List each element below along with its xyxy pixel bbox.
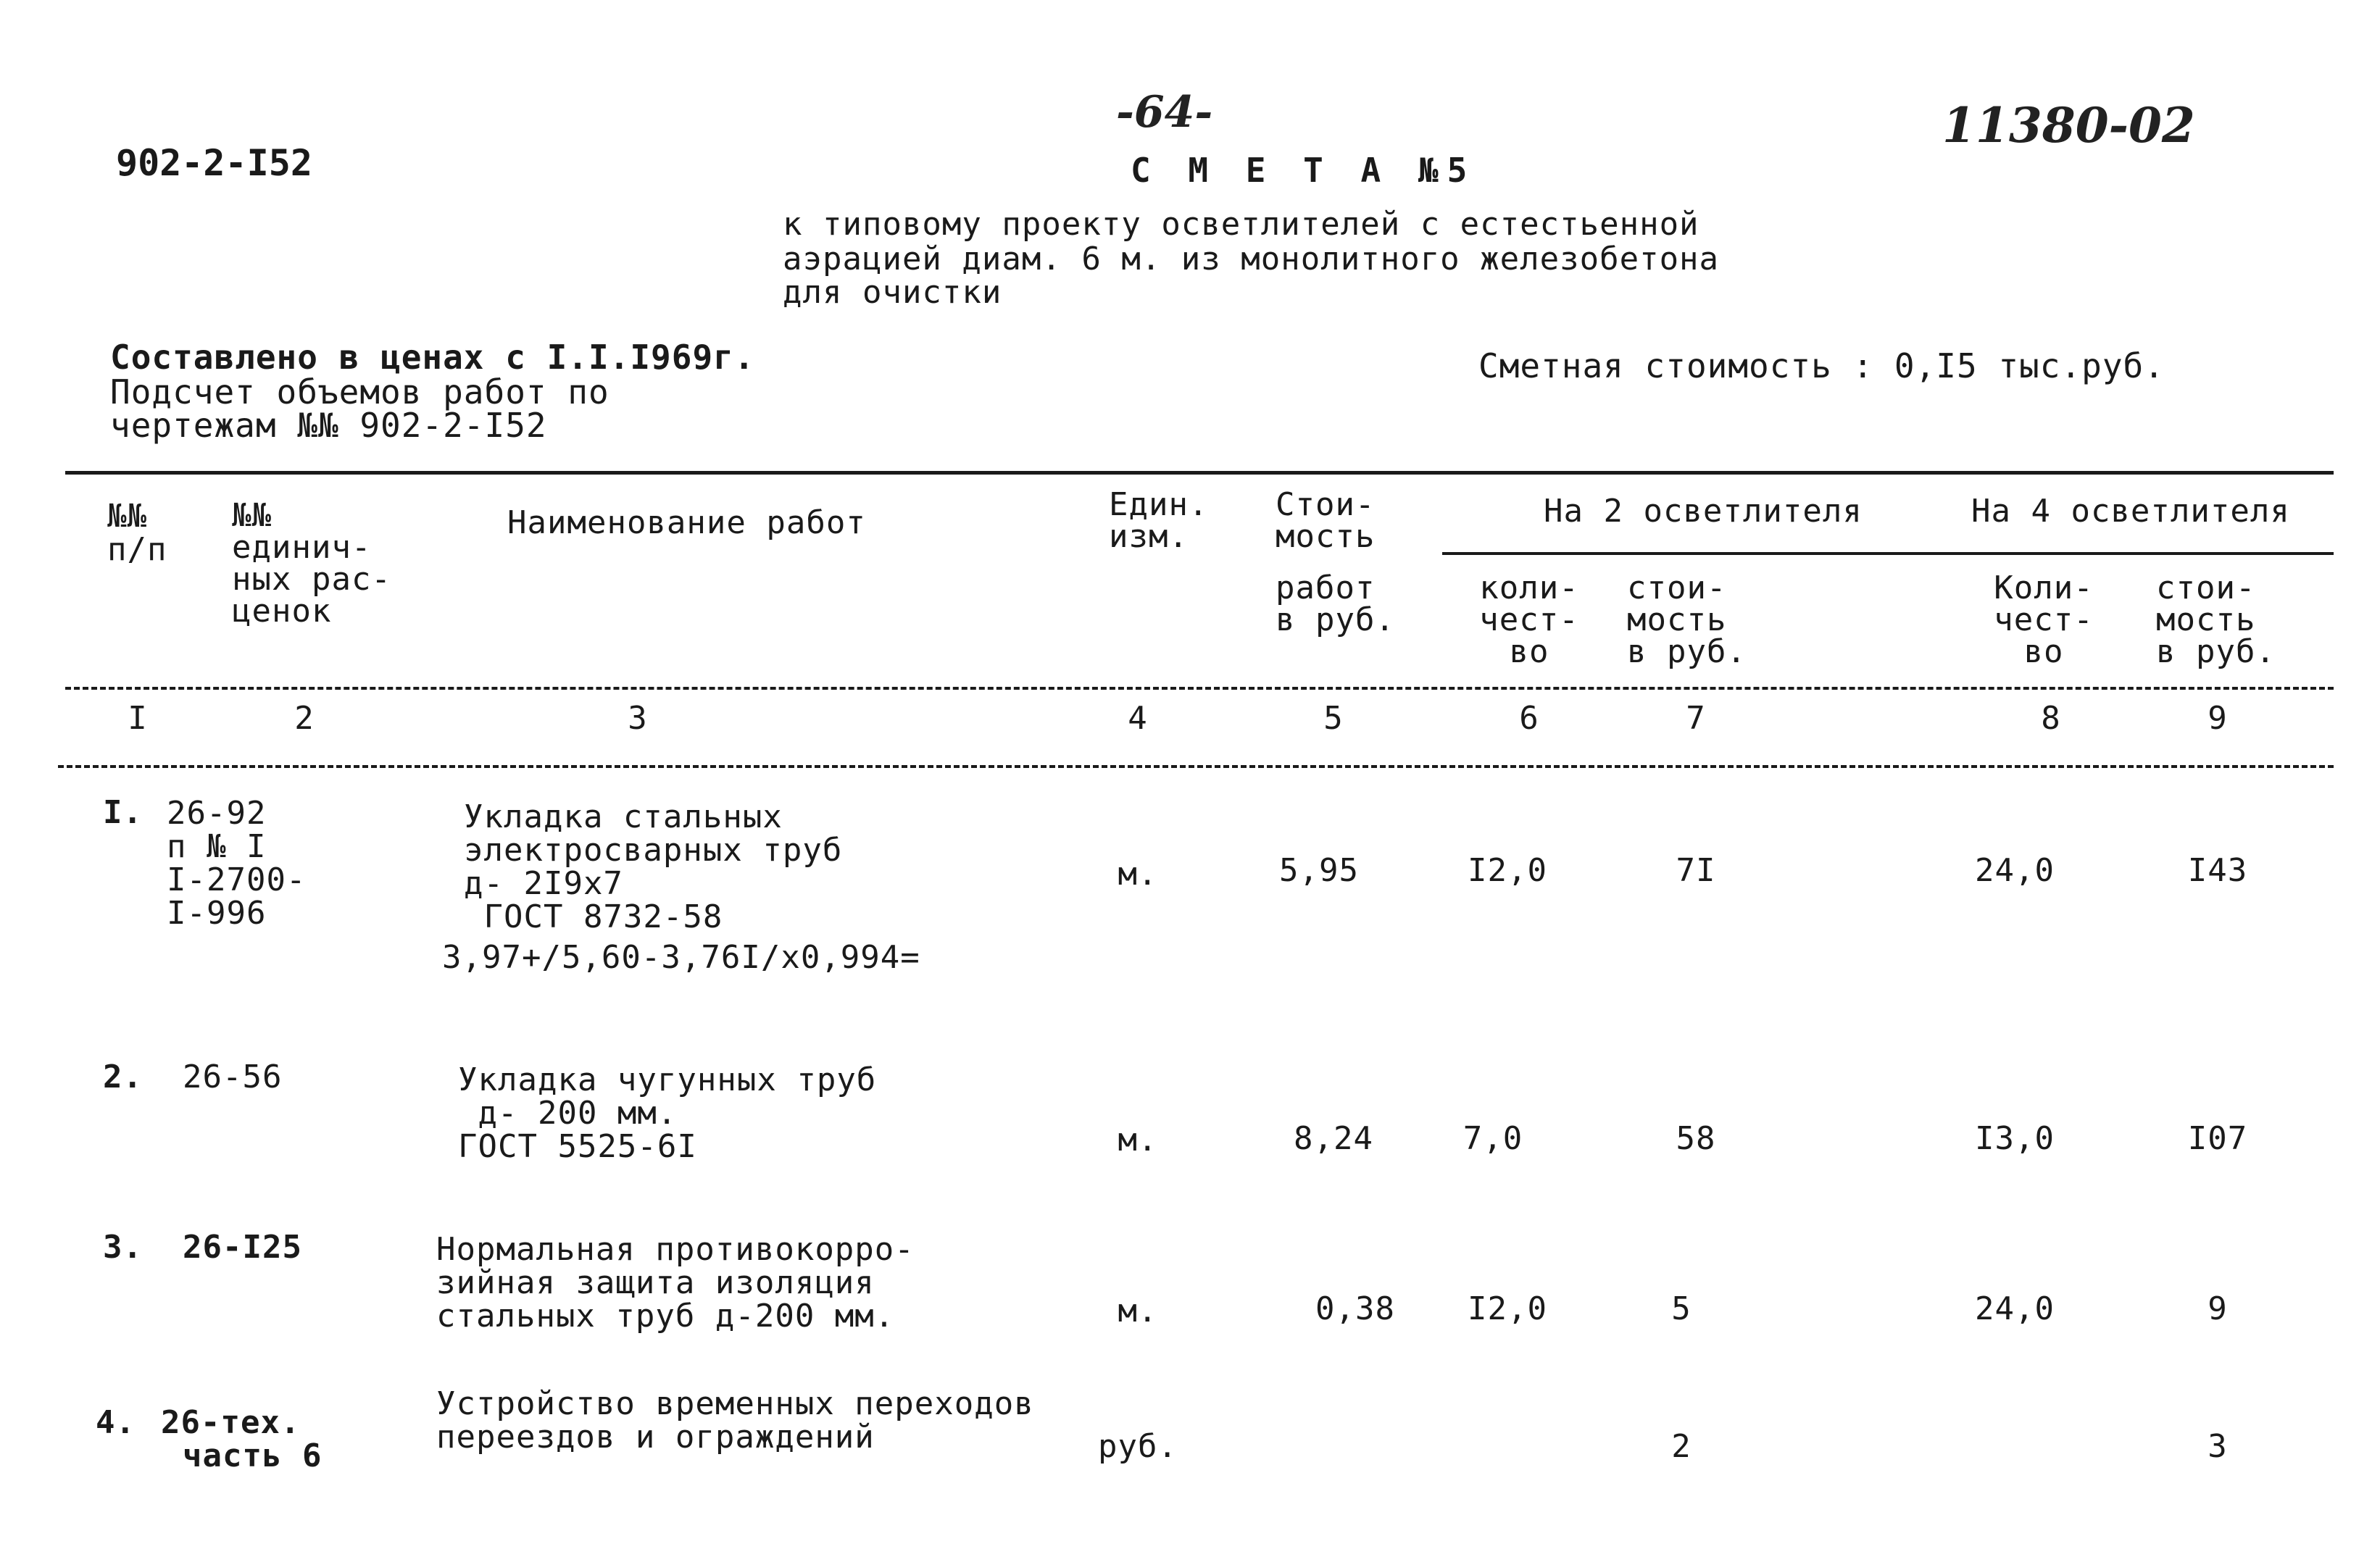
header-bottom-rule <box>65 687 2334 690</box>
col-number-4: 4 <box>1128 700 1148 737</box>
row-cost-two: 7I <box>1676 852 1716 889</box>
row-unit: м. <box>1118 1293 1158 1329</box>
group-header-rule <box>1442 552 2334 555</box>
header-group-four: На 4 осветлителя <box>1971 493 2290 530</box>
header-group-two: На 2 осветлителя <box>1544 493 1863 530</box>
row-work-name: Устройство временных переходов переездов и ограждений <box>436 1385 1034 1456</box>
compiled-line-3: чертежам №№ 902-2-I52 <box>110 406 547 445</box>
col-number-9: 9 <box>2208 700 2228 737</box>
header-cost-four: стои- мость в руб. <box>2156 569 2276 670</box>
page-number: -64- <box>1116 87 1213 138</box>
subtitle-line-2: аэрацией диам. 6 м. из монолитного железобетона <box>783 241 1720 277</box>
header-row-number: №№ п/п <box>107 498 167 568</box>
header-price-top: Стои- мость <box>1276 486 1376 555</box>
row-price: 5,95 <box>1279 852 1359 889</box>
row-cost-four: I43 <box>2187 852 2248 889</box>
col-number-5: 5 <box>1323 700 1344 737</box>
header-price-bottom: работ в руб. <box>1276 569 1395 638</box>
row-qty-two: 7,0 <box>1462 1120 1523 1157</box>
row-cost-two: 58 <box>1676 1120 1716 1157</box>
header-qty-four: Коли- чест- во <box>1994 569 2094 670</box>
col-number-8: 8 <box>2041 700 2061 737</box>
header-work-name: Наименование работ <box>507 504 866 541</box>
estimated-cost: Сметная стоимость : 0,I5 тыс.руб. <box>1478 346 2165 385</box>
row-price: 8,24 <box>1294 1120 1373 1157</box>
row-qty-four: 24,0 <box>1975 1290 2055 1327</box>
row-work-name: Нормальная противокорро- зийная защита изоляция стальных труб д-200 мм. <box>436 1231 915 1335</box>
row-code: 26-92 п № I I-2700- I-996 <box>167 795 307 932</box>
row-code: 26-I25 <box>183 1229 302 1266</box>
row-qty-four: I3,0 <box>1975 1120 2055 1157</box>
row-number: 4. <box>96 1404 136 1441</box>
row-unit: м. <box>1118 856 1158 893</box>
column-numbers-rule <box>58 765 2334 768</box>
document-title: С М Е Т А №5 <box>1131 151 1476 190</box>
row-cost-four: 3 <box>2208 1428 2228 1465</box>
row-work-name: Укладка стальных электросварных труб д- 2I9х7 ГОСТ 8732-58 <box>464 798 843 935</box>
row-code-line-2: часть 6 <box>183 1437 323 1474</box>
row-cost-two: 2 <box>1671 1428 1692 1465</box>
row-number: I. <box>103 794 143 831</box>
col-number-2: 2 <box>294 700 315 737</box>
doc-code: 902-2-I52 <box>116 142 312 184</box>
subtitle-line-1: к типовому проекту осветлителей с естестьенной <box>783 206 1699 243</box>
row-code-line-1: 26-тех. <box>161 1404 301 1441</box>
row-qty-two: I2,0 <box>1468 1290 1547 1327</box>
row-work-name: Укладка чугунных труб д- 200 мм. ГОСТ 5525-6I <box>458 1061 877 1165</box>
row-price: 0,38 <box>1315 1290 1395 1327</box>
table-top-rule <box>65 471 2334 475</box>
row-qty-four: 24,0 <box>1975 852 2055 889</box>
archive-number: 11380-02 <box>1942 97 2195 154</box>
row-unit: м. <box>1118 1122 1158 1158</box>
header-cost-two: стои- мость в руб. <box>1627 569 1747 670</box>
row-formula: 3,97+/5,60-3,76I/х0,994= <box>442 939 920 976</box>
row-cost-two: 5 <box>1671 1290 1692 1327</box>
col-number-6: 6 <box>1519 700 1539 737</box>
subtitle-line-3: для очистки <box>783 274 1002 311</box>
row-cost-four: I07 <box>2187 1120 2248 1157</box>
row-unit: руб. <box>1098 1428 1178 1465</box>
col-number-7: 7 <box>1686 700 1706 737</box>
row-code: 26-56 <box>183 1059 283 1095</box>
compiled-line-1: Составлено в ценах с I.I.I969г. <box>110 338 755 377</box>
col-number-1: I <box>128 700 148 737</box>
header-unit: Един. изм. <box>1109 486 1209 555</box>
row-qty-two: I2,0 <box>1468 852 1547 889</box>
row-cost-four: 9 <box>2208 1290 2228 1327</box>
header-qty-two: коли- чест- во <box>1479 569 1579 670</box>
row-number: 3. <box>103 1229 143 1266</box>
col-number-3: 3 <box>628 700 648 737</box>
compiled-line-2: Подсчет объемов работ по <box>110 372 609 412</box>
header-unit-price-code: №№ единич- ных рас- ценок <box>232 497 391 630</box>
row-number: 2. <box>103 1059 143 1095</box>
